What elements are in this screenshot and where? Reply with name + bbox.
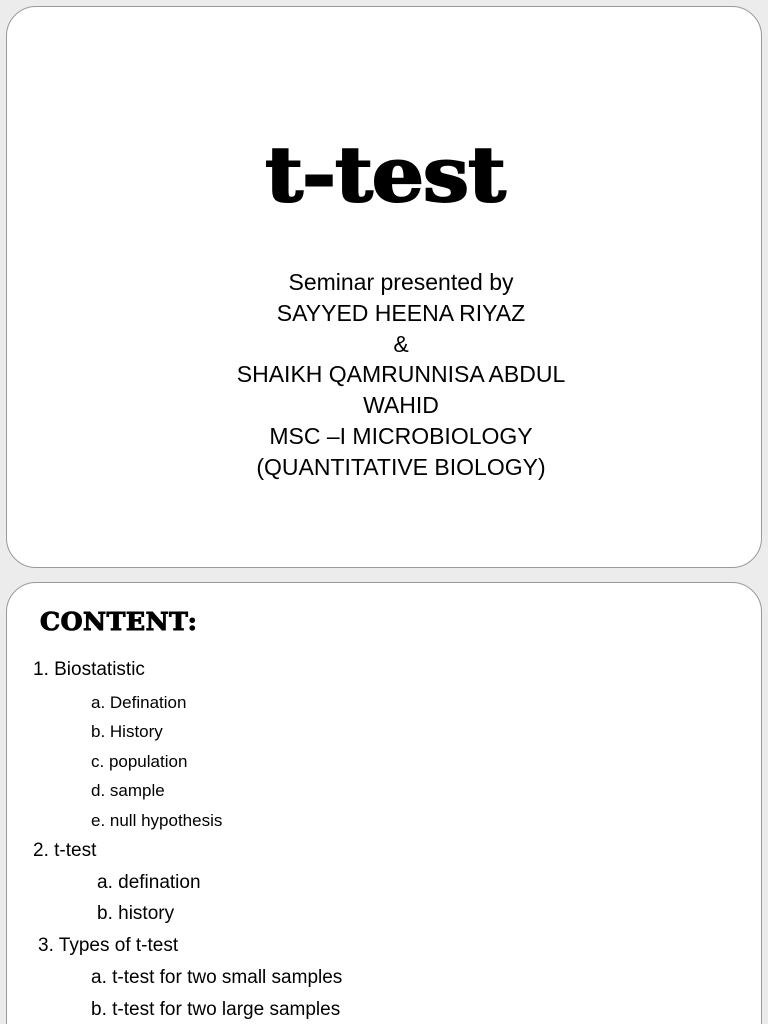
presenter-line-course: MSC –I MICROBIOLOGY: [269, 422, 533, 449]
title-slide: [6, 6, 762, 568]
toc-item: 2. t-test: [33, 840, 97, 861]
presenter-line-intro: Seminar presented by: [288, 269, 514, 295]
presenter-line-subject: (QUANTITATIVE BIOLOGY): [256, 453, 546, 480]
toc-subitem: b. history: [97, 903, 175, 924]
toc-subitem: a. defination: [97, 872, 201, 893]
toc-item: 3. Types of t-test: [38, 935, 179, 956]
presenter-line-ampersand: &: [393, 330, 409, 357]
presenter-line-name-2a: SHAIKH QAMRUNNISA ABDUL: [236, 361, 566, 388]
toc-subitem: a. t-test for two small samples: [91, 967, 343, 988]
presenter-line-name-2b: WAHID: [363, 392, 439, 419]
slide-title: t-test: [265, 130, 505, 219]
content-heading: CONTENT:: [40, 607, 198, 636]
toc-subitem: a. Defination: [91, 693, 187, 712]
toc-item: 1. Biostatistic: [33, 659, 145, 680]
toc-subitem: d. sample: [91, 781, 165, 800]
toc-subitem: b. t-test for two large samples: [91, 999, 341, 1020]
presenter-line-name-1: SAYYED HEENA RIYAZ: [276, 299, 526, 326]
toc-subitem: e. null hypothesis: [91, 811, 223, 830]
content-slide: [6, 582, 762, 1024]
toc-subitem: b. History: [91, 722, 163, 741]
toc-subitem: c. population: [91, 752, 188, 771]
presenter-info: [7, 267, 768, 483]
